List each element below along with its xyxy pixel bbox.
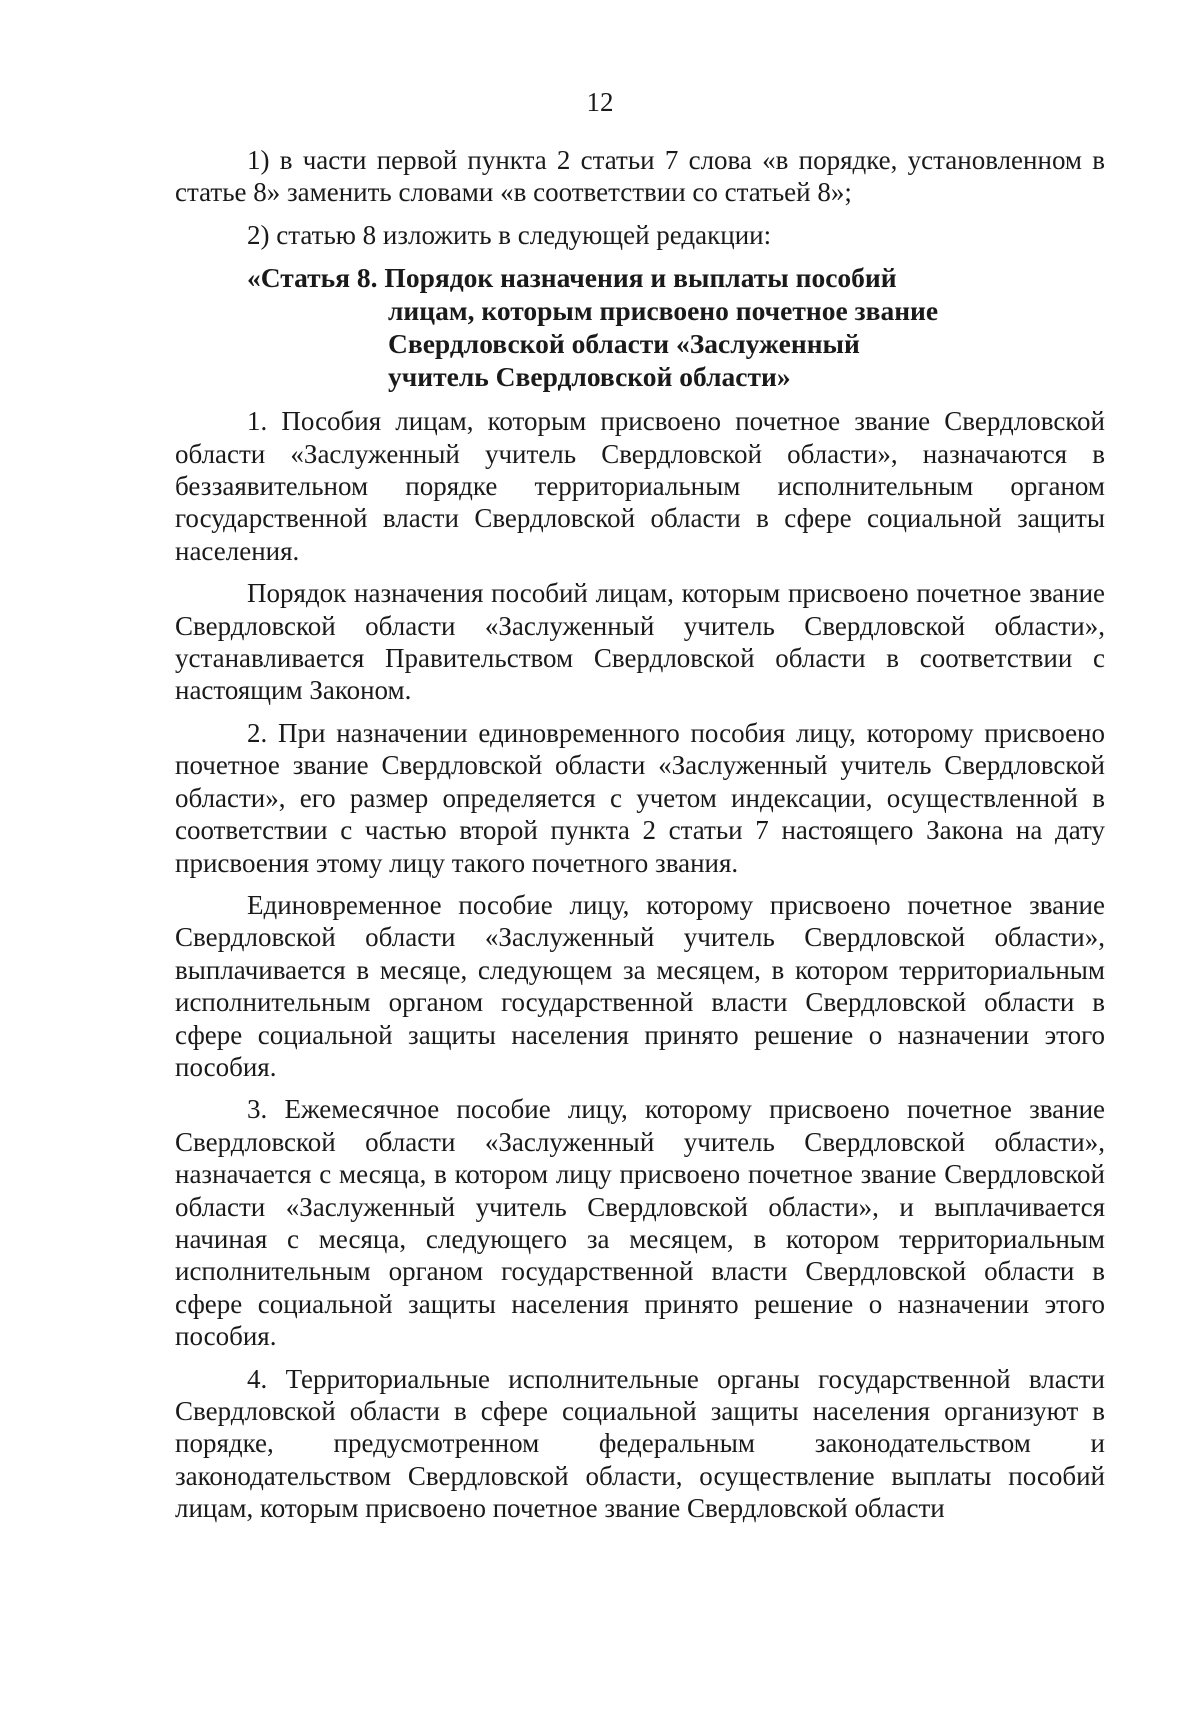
paragraph-clause-4: 4. Территориальные исполнительные органы государственной власти Свердловской области в сфере социальной защиты населения организуют в порядке, предусмотренном федеральным законодательством и законодательством Свердловской области, осуществление выплаты пособий лицам, которым присвоено почетное звание Свердловской области [175, 1363, 1105, 1524]
paragraph-amendment-2: 2) статью 8 изложить в следующей редакции: [247, 219, 772, 250]
article-heading-line-4: учитель Свердловской области» [388, 361, 791, 393]
article-heading-line-3: Свердловской области «Заслуженный [388, 328, 860, 360]
document-body [175, 144, 1105, 1535]
paragraph-clause-3: 3. Ежемесячное пособие лицу, которому присвоено почетное звание Свердловской области «Заслуженный учитель Свердловской области», назначается с месяца, в котором лицу присвоено почетное звание Свердловской области «Заслуженный учитель Свердловской области», и выплачивается начиная с месяца, следующего за месяцем, в котором территориальным исполнительным органом государственной власти Свердловской области в сфере социальной защиты населения принято решение о назначении этого пособия. [175, 1094, 1105, 1352]
article-heading-line-1: «Статья 8. Порядок назначения и выплаты пособий [247, 262, 897, 294]
page-number: 12 [586, 87, 614, 117]
paragraph-clause-2-part-2: Единовременное пособие лицу, которому присвоено почетное звание Свердловской области «Заслуженный учитель Свердловской области», выплачивается в месяце, следующем за месяцем, в котором территориальным исполнительным органом государственной власти Свердловской области в сфере социальной защиты населения принято решение о назначении этого пособия. [175, 889, 1105, 1082]
paragraph-clause-1: 1. Пособия лицам, которым присвоено почетное звание Свердловской области «Заслуженный учитель Свердловской области», назначаются в беззаявительном порядке территориальным исполнительным органом государственной власти Свердловской области в сфере социальной защиты населения. [175, 406, 1105, 566]
paragraph-clause-1-part-2: Порядок назначения пособий лицам, которым присвоено почетное звание Свердловской области «Заслуженный учитель Свердловской области», устанавливается Правительством Свердловской области в соответствии с настоящим Законом. [175, 578, 1105, 706]
paragraph-amendment-1: 1) в части первой пункта 2 статьи 7 слова «в порядке, установленном в статье 8» заменить словами «в соответствии со статьей 8»; [175, 145, 1105, 208]
paragraph-clause-2: 2. При назначении единовременного пособия лицу, которому присвоено почетное звание Свердловской области «Заслуженный учитель Свердловской области», его размер определяется с учетом индексации, осуществленной в соответствии с частью второй пункта 2 статьи 7 настоящего Закона на дату присвоения этому лицу такого почетного звания. [175, 717, 1105, 878]
article-heading-line-2: лицам, которым присвоено почетное звание [388, 295, 939, 327]
article-heading [247, 261, 1105, 393]
